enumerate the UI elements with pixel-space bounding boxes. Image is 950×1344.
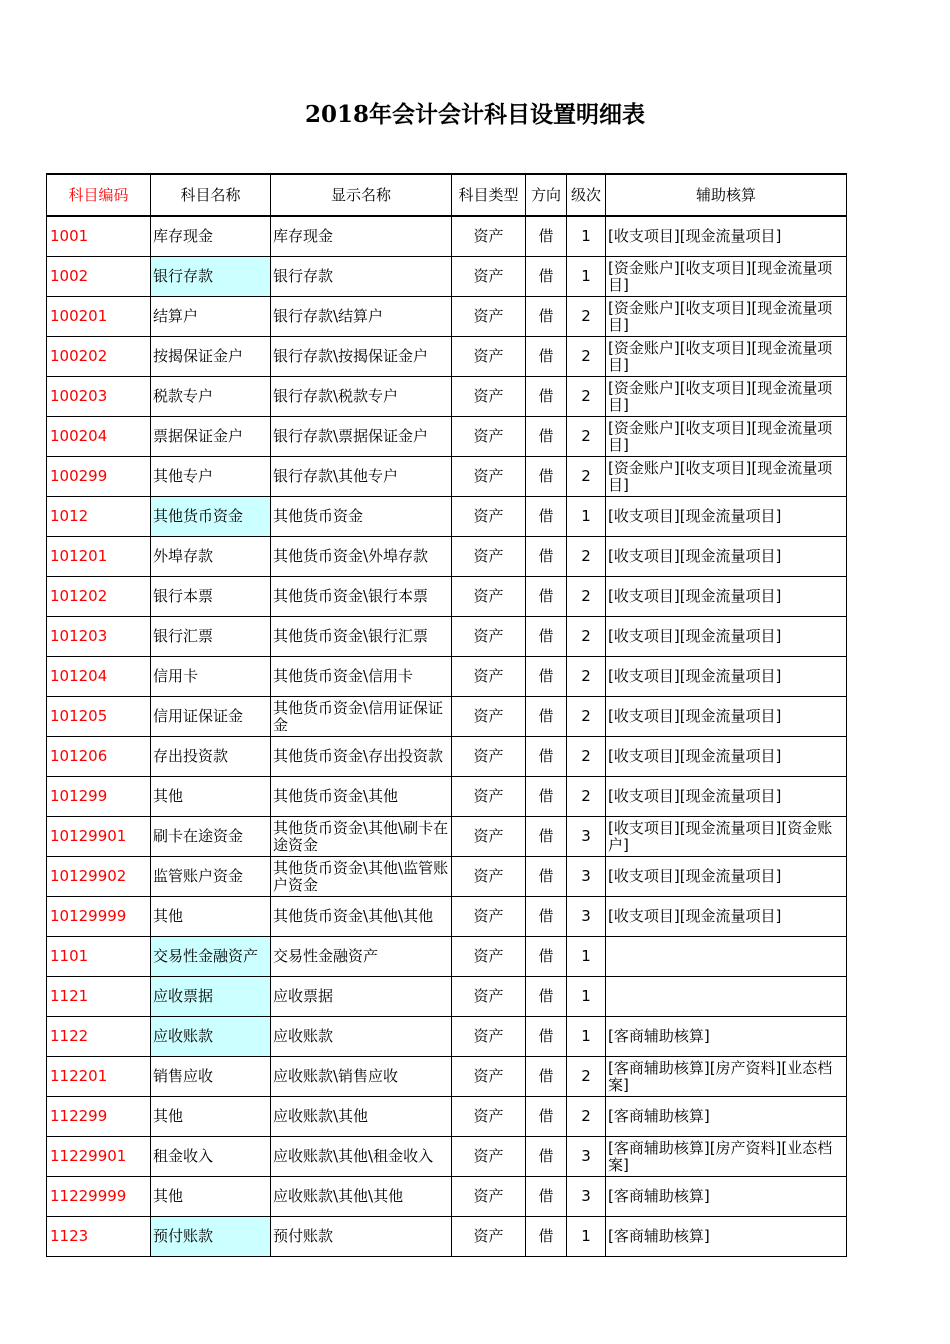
table-row (47, 737, 847, 777)
cell-type: 资产 (452, 1097, 526, 1137)
table-row (47, 977, 847, 1017)
cell-type: 资产 (452, 337, 526, 377)
cell-code: 10129902 (47, 857, 151, 897)
cell-name: 银行存款 (151, 257, 271, 297)
table-row (47, 1017, 847, 1057)
cell-display: 交易性金融资产 (271, 937, 452, 977)
cell-display: 应收账款\销售应收 (271, 1057, 452, 1097)
table-row (47, 937, 847, 977)
cell-type: 资产 (452, 697, 526, 737)
cell-type: 资产 (452, 1057, 526, 1097)
cell-name: 税款专户 (151, 377, 271, 417)
cell-direction: 借 (526, 457, 567, 497)
cell-code: 112299 (47, 1097, 151, 1137)
cell-type: 资产 (452, 417, 526, 457)
cell-name: 交易性金融资产 (151, 937, 271, 977)
cell-name: 应收账款 (151, 1017, 271, 1057)
cell-display: 其他货币资金\其他\监管账户资金 (271, 857, 452, 897)
header-row (47, 174, 847, 216)
cell-display: 银行存款 (271, 257, 452, 297)
cell-level: 2 (567, 577, 606, 617)
header-code: 科目编码 (47, 174, 151, 216)
cell-code: 101205 (47, 697, 151, 737)
cell-name: 销售应收 (151, 1057, 271, 1097)
cell-code: 101201 (47, 537, 151, 577)
cell-type: 资产 (452, 857, 526, 897)
cell-level: 1 (567, 1217, 606, 1257)
cell-direction: 借 (526, 1137, 567, 1177)
cell-type: 资产 (452, 737, 526, 777)
cell-level: 3 (567, 857, 606, 897)
cell-aux: [收支项目][现金流量项目] (606, 777, 847, 817)
cell-aux: [客商辅助核算] (606, 1017, 847, 1057)
cell-level: 2 (567, 1057, 606, 1097)
cell-level: 2 (567, 617, 606, 657)
cell-display: 其他货币资金\信用证保证金 (271, 697, 452, 737)
cell-name: 票据保证金户 (151, 417, 271, 457)
cell-code: 1121 (47, 977, 151, 1017)
cell-direction: 借 (526, 257, 567, 297)
cell-name: 结算户 (151, 297, 271, 337)
cell-display: 应收票据 (271, 977, 452, 1017)
cell-aux: [客商辅助核算] (606, 1177, 847, 1217)
cell-aux: [资金账户][收支项目][现金流量项目] (606, 417, 847, 457)
cell-level: 1 (567, 257, 606, 297)
cell-type: 资产 (452, 897, 526, 937)
cell-name: 监管账户资金 (151, 857, 271, 897)
cell-aux: [资金账户][收支项目][现金流量项目] (606, 457, 847, 497)
cell-display: 其他货币资金\其他\其他 (271, 897, 452, 937)
cell-name: 存出投资款 (151, 737, 271, 777)
cell-direction: 借 (526, 857, 567, 897)
cell-type: 资产 (452, 297, 526, 337)
table-row (47, 1217, 847, 1257)
cell-name: 其他 (151, 897, 271, 937)
table-row (47, 297, 847, 337)
cell-code: 1002 (47, 257, 151, 297)
cell-aux: [收支项目][现金流量项目] (606, 577, 847, 617)
cell-display: 库存现金 (271, 216, 452, 257)
table-row (47, 857, 847, 897)
cell-display: 银行存款\票据保证金户 (271, 417, 452, 457)
cell-display: 应收账款\其他 (271, 1097, 452, 1137)
table-row (47, 817, 847, 857)
cell-type: 资产 (452, 1177, 526, 1217)
cell-type: 资产 (452, 817, 526, 857)
cell-level: 2 (567, 697, 606, 737)
cell-aux: [资金账户][收支项目][现金流量项目] (606, 337, 847, 377)
table-row (47, 457, 847, 497)
cell-code: 1101 (47, 937, 151, 977)
cell-direction: 借 (526, 1017, 567, 1057)
cell-direction: 借 (526, 417, 567, 457)
cell-type: 资产 (452, 497, 526, 537)
cell-name: 外埠存款 (151, 537, 271, 577)
cell-direction: 借 (526, 897, 567, 937)
table-row (47, 1097, 847, 1137)
cell-display: 应收账款\其他\其他 (271, 1177, 452, 1217)
cell-name: 应收票据 (151, 977, 271, 1017)
table-row (47, 417, 847, 457)
cell-aux: [收支项目][现金流量项目][资金账户] (606, 817, 847, 857)
cell-level: 3 (567, 1137, 606, 1177)
cell-direction: 借 (526, 497, 567, 537)
cell-type: 资产 (452, 1017, 526, 1057)
cell-level: 2 (567, 657, 606, 697)
table-row (47, 577, 847, 617)
cell-aux: [客商辅助核算] (606, 1217, 847, 1257)
cell-display: 应收账款 (271, 1017, 452, 1057)
cell-display: 其他货币资金\外埠存款 (271, 537, 452, 577)
cell-aux (606, 937, 847, 977)
cell-level: 3 (567, 1177, 606, 1217)
table-row (47, 1057, 847, 1097)
cell-code: 11229901 (47, 1137, 151, 1177)
cell-direction: 借 (526, 1217, 567, 1257)
cell-name: 租金收入 (151, 1137, 271, 1177)
header-level: 级次 (567, 174, 606, 216)
cell-level: 2 (567, 1097, 606, 1137)
cell-type: 资产 (452, 216, 526, 257)
cell-aux: [客商辅助核算][房产资料][业态档案] (606, 1137, 847, 1177)
table-row (47, 1177, 847, 1217)
cell-code: 11229999 (47, 1177, 151, 1217)
cell-aux: [收支项目][现金流量项目] (606, 537, 847, 577)
cell-type: 资产 (452, 577, 526, 617)
cell-name: 银行本票 (151, 577, 271, 617)
header-aux: 辅助核算 (606, 174, 847, 216)
cell-direction: 借 (526, 1097, 567, 1137)
cell-level: 2 (567, 417, 606, 457)
cell-type: 资产 (452, 977, 526, 1017)
cell-type: 资产 (452, 377, 526, 417)
cell-type: 资产 (452, 457, 526, 497)
header-direction: 方向 (526, 174, 567, 216)
cell-code: 1012 (47, 497, 151, 537)
cell-aux: [资金账户][收支项目][现金流量项目] (606, 377, 847, 417)
cell-display: 银行存款\结算户 (271, 297, 452, 337)
page-title: 2018年会计会计科目设置明细表 (304, 101, 645, 128)
table-row (47, 897, 847, 937)
cell-display: 预付账款 (271, 1217, 452, 1257)
cell-aux: [资金账户][收支项目][现金流量项目] (606, 297, 847, 337)
cell-display: 其他货币资金\银行汇票 (271, 617, 452, 657)
cell-name: 其他货币资金 (151, 497, 271, 537)
cell-display: 其他货币资金\存出投资款 (271, 737, 452, 777)
cell-direction: 借 (526, 377, 567, 417)
cell-name: 其他 (151, 1097, 271, 1137)
cell-direction: 借 (526, 577, 567, 617)
cell-aux: [资金账户][收支项目][现金流量项目] (606, 257, 847, 297)
cell-type: 资产 (452, 1217, 526, 1257)
cell-code: 100201 (47, 297, 151, 337)
cell-aux: [收支项目][现金流量项目] (606, 497, 847, 537)
cell-level: 1 (567, 216, 606, 257)
table-row (47, 697, 847, 737)
cell-aux: [客商辅助核算][房产资料][业态档案] (606, 1057, 847, 1097)
cell-aux: [客商辅助核算] (606, 1097, 847, 1137)
cell-direction: 借 (526, 777, 567, 817)
cell-display: 其他货币资金\银行本票 (271, 577, 452, 617)
cell-name: 库存现金 (151, 216, 271, 257)
cell-code: 1001 (47, 216, 151, 257)
cell-display: 银行存款\税款专户 (271, 377, 452, 417)
cell-direction: 借 (526, 337, 567, 377)
cell-code: 101299 (47, 777, 151, 817)
cell-display: 应收账款\其他\租金收入 (271, 1137, 452, 1177)
cell-direction: 借 (526, 1177, 567, 1217)
table-row (47, 537, 847, 577)
cell-name: 预付账款 (151, 1217, 271, 1257)
cell-name: 其他专户 (151, 457, 271, 497)
cell-direction: 借 (526, 977, 567, 1017)
cell-level: 2 (567, 337, 606, 377)
cell-aux: [收支项目][现金流量项目] (606, 737, 847, 777)
cell-code: 100202 (47, 337, 151, 377)
cell-type: 资产 (452, 777, 526, 817)
cell-level: 2 (567, 297, 606, 337)
cell-code: 101202 (47, 577, 151, 617)
cell-level: 2 (567, 457, 606, 497)
cell-direction: 借 (526, 216, 567, 257)
cell-type: 资产 (452, 657, 526, 697)
cell-code: 1122 (47, 1017, 151, 1057)
cell-code: 101206 (47, 737, 151, 777)
cell-level: 1 (567, 497, 606, 537)
table-row (47, 257, 847, 297)
cell-code: 100299 (47, 457, 151, 497)
cell-aux (606, 977, 847, 1017)
cell-display: 其他货币资金\其他 (271, 777, 452, 817)
table-row (47, 337, 847, 377)
table-row (47, 497, 847, 537)
cell-name: 其他 (151, 777, 271, 817)
table-row (47, 377, 847, 417)
cell-code: 101204 (47, 657, 151, 697)
cell-code: 112201 (47, 1057, 151, 1097)
cell-aux: [收支项目][现金流量项目] (606, 897, 847, 937)
account-table (46, 173, 847, 1257)
table-body (47, 216, 847, 1257)
table-row (47, 777, 847, 817)
cell-code: 100204 (47, 417, 151, 457)
cell-direction: 借 (526, 657, 567, 697)
cell-level: 2 (567, 377, 606, 417)
cell-name: 按揭保证金户 (151, 337, 271, 377)
cell-level: 2 (567, 737, 606, 777)
cell-direction: 借 (526, 937, 567, 977)
cell-level: 1 (567, 937, 606, 977)
table-row (47, 657, 847, 697)
cell-name: 刷卡在途资金 (151, 817, 271, 857)
cell-display: 银行存款\其他专户 (271, 457, 452, 497)
cell-direction: 借 (526, 617, 567, 657)
cell-display: 其他货币资金\其他\刷卡在途资金 (271, 817, 452, 857)
cell-direction: 借 (526, 537, 567, 577)
cell-level: 2 (567, 777, 606, 817)
cell-direction: 借 (526, 1057, 567, 1097)
header-type: 科目类型 (452, 174, 526, 216)
cell-direction: 借 (526, 737, 567, 777)
cell-display: 银行存款\按揭保证金户 (271, 337, 452, 377)
cell-level: 3 (567, 817, 606, 857)
cell-code: 101203 (47, 617, 151, 657)
cell-level: 3 (567, 897, 606, 937)
cell-aux: [收支项目][现金流量项目] (606, 857, 847, 897)
cell-name: 银行汇票 (151, 617, 271, 657)
cell-aux: [收支项目][现金流量项目] (606, 216, 847, 257)
cell-name: 信用证保证金 (151, 697, 271, 737)
cell-aux: [收支项目][现金流量项目] (606, 657, 847, 697)
cell-code: 10129999 (47, 897, 151, 937)
cell-direction: 借 (526, 697, 567, 737)
cell-type: 资产 (452, 257, 526, 297)
cell-code: 1123 (47, 1217, 151, 1257)
cell-aux: [收支项目][现金流量项目] (606, 697, 847, 737)
cell-code: 100203 (47, 377, 151, 417)
cell-direction: 借 (526, 297, 567, 337)
cell-code: 10129901 (47, 817, 151, 857)
cell-level: 1 (567, 977, 606, 1017)
cell-level: 2 (567, 537, 606, 577)
cell-type: 资产 (452, 617, 526, 657)
table-row (47, 216, 847, 257)
cell-type: 资产 (452, 537, 526, 577)
cell-level: 1 (567, 1017, 606, 1057)
table-row (47, 1137, 847, 1177)
header-name: 科目名称 (151, 174, 271, 216)
cell-name: 其他 (151, 1177, 271, 1217)
table-row (47, 617, 847, 657)
cell-type: 资产 (452, 937, 526, 977)
cell-display: 其他货币资金\信用卡 (271, 657, 452, 697)
cell-display: 其他货币资金 (271, 497, 452, 537)
cell-name: 信用卡 (151, 657, 271, 697)
cell-type: 资产 (452, 1137, 526, 1177)
header-display: 显示名称 (271, 174, 452, 216)
cell-aux: [收支项目][现金流量项目] (606, 617, 847, 657)
cell-direction: 借 (526, 817, 567, 857)
